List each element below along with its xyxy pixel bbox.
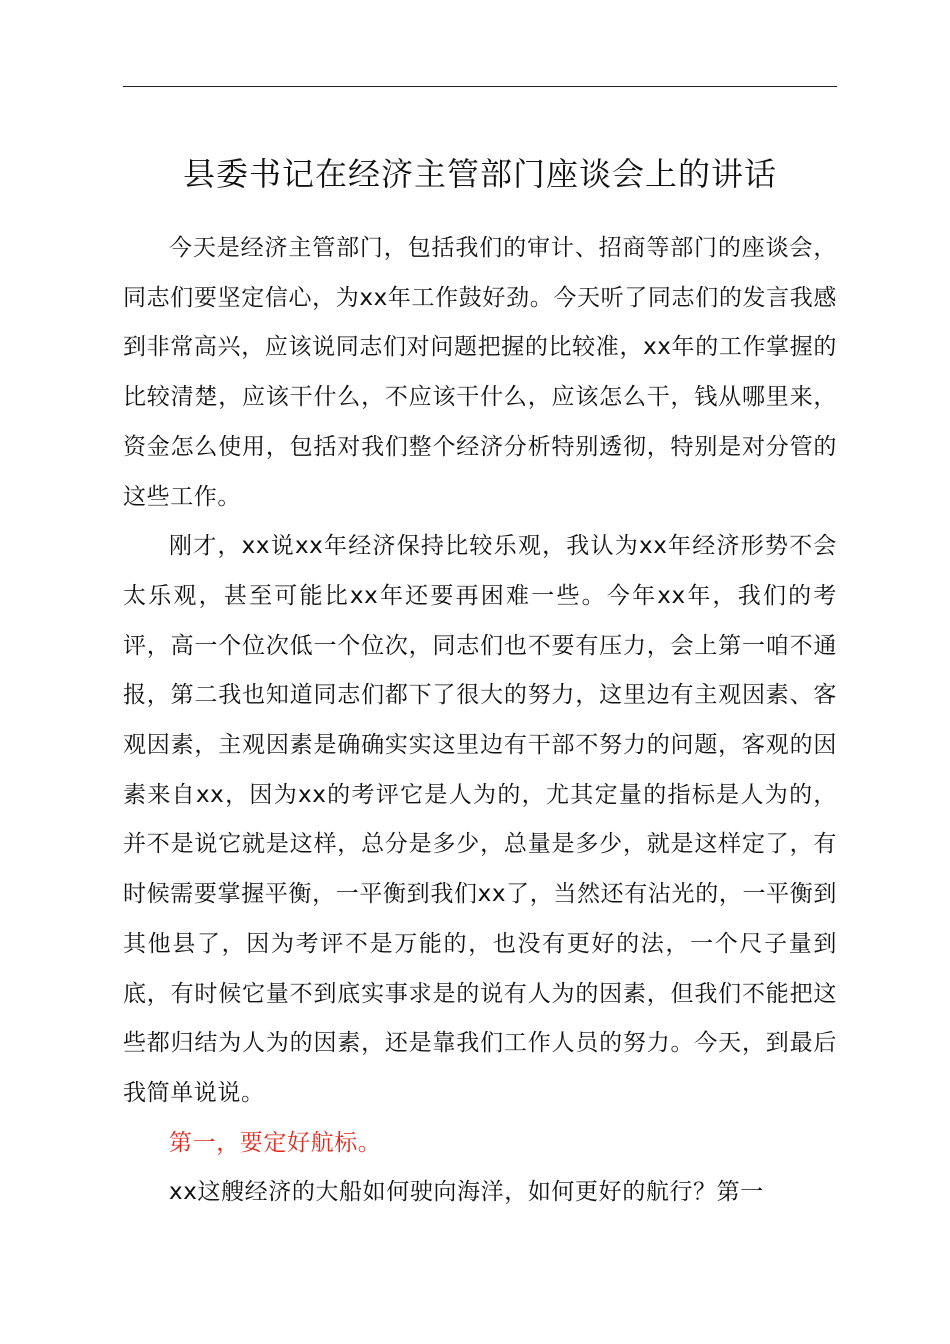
paragraph-assessment: 刚才，xx说xx年经济保持比较乐观，我认为xx年经济形势不会太乐观，甚至可能比xx年还要再困难一些。今年xx年，我们的考评，高一个位次低一个位次，同志们也不要有压力，会上第一咱不通报，第二我也知道同志们都下了很大的努力，这里边有主观因素、客观因素，主观因素是确确实实这里边有干部不努力的问题，客观的因素来自xx，因为xx的考评它是人为的，尤其定量的指标是人为的，并不是说它就是这样，总分是多少，总量是多少，就是这样定了，有时候需要掌握平衡，一平衡到我们xx了，当然还有沾光的，一平衡到其他县了，因为考评不是万能的，也没有更好的法，一个尺子量到底，有时候它量不到底实事求是的说有人为的因素，但我们不能把这些都归结为人为的因素，还是靠我们工作人员的努力。今天，到最后我简单说说。: [123, 533, 837, 1106]
document-title: 县委书记在经济主管部门座谈会上的讲话: [182, 155, 777, 193]
header-rule: [123, 86, 837, 87]
section-heading-first: 第一，要定好航标。: [169, 1129, 382, 1156]
paragraph-section-one: xx这艘经济的大船如何驶向海洋，如何更好的航行？第一: [169, 1179, 764, 1206]
document-body: [123, 224, 837, 1218]
paragraph-intro: 今天是经济主管部门，包括我们的审计、招商等部门的座谈会，同志们要坚定信心，为xx年工作鼓好劲。今天听了同志们的发言我感到非常高兴，应该说同志们对问题把握的比较准，xx年的工作掌握的比较清楚，应该干什么，不应该干什么，应该怎么干，钱从哪里来，资金怎么使用，包括对我们整个经济分析特别透彻，特别是对分管的这些工作。: [123, 235, 837, 510]
